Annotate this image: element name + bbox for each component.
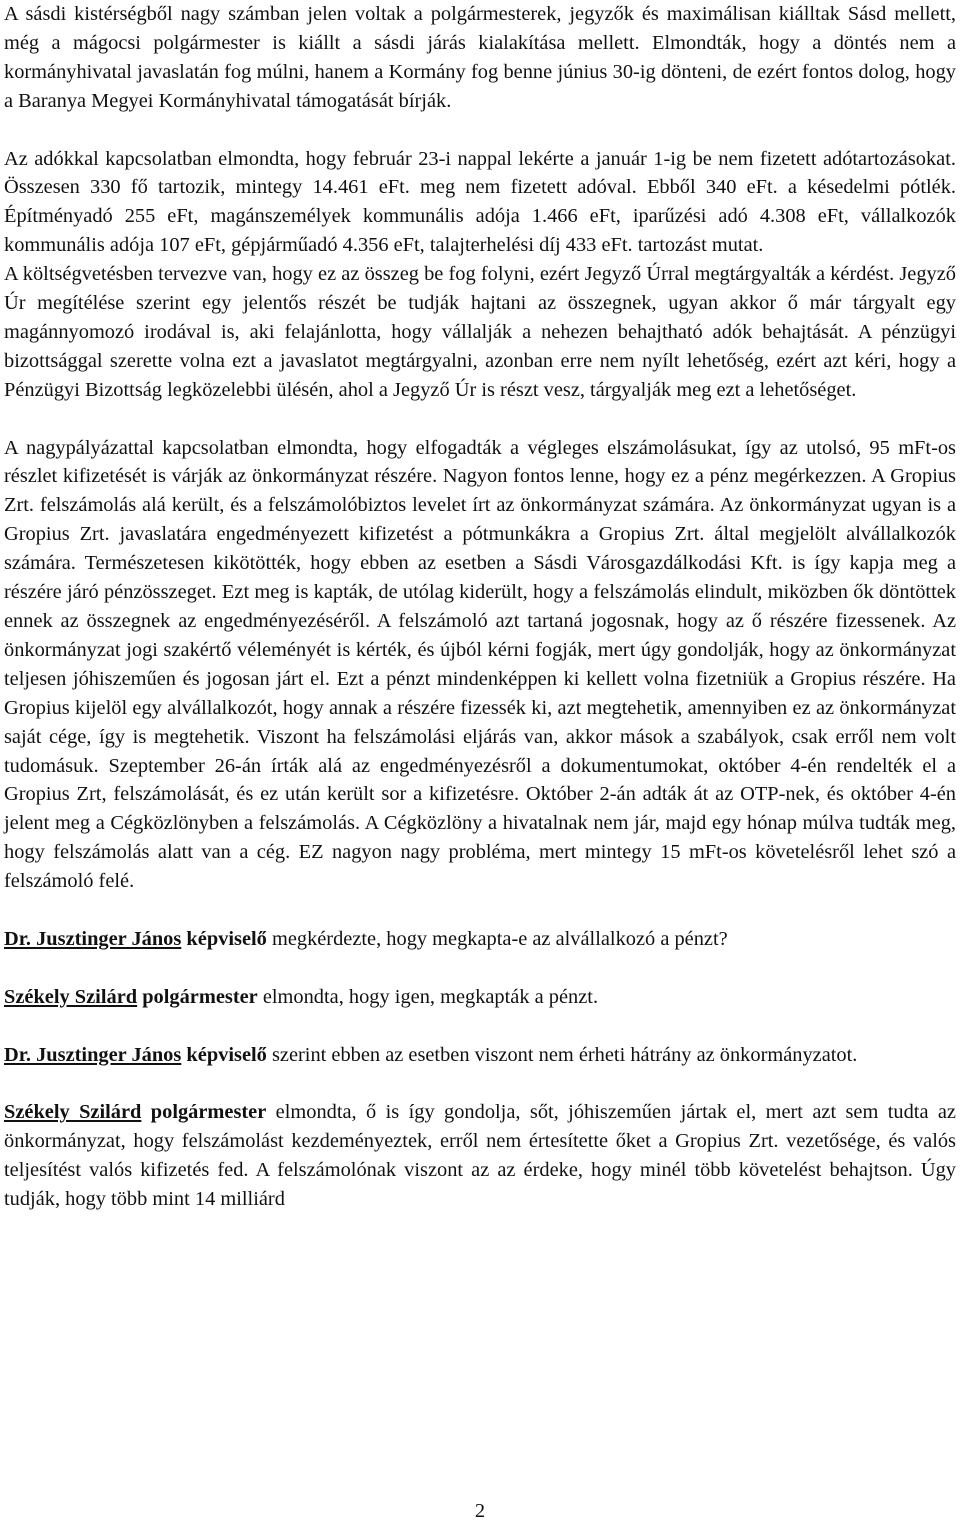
exchange-text: szerint ebben az esetben viszont nem érheti hátrány az önkormányzatot. [266, 1043, 858, 1066]
exchange-paragraph [4, 1098, 956, 1214]
exchange-text: elmondta, hogy igen, megkapták a pénzt. [257, 985, 599, 1008]
paragraph-adok: Az adókkal kapcsolatban elmondta, hogy február 23-i nappal lekérte a január 1-ig be nem fizetett adótartozásokat. Összesen 330 fő tartozik, mintegy 14.461 eFt. meg nem fizetett adóval. Ebből 340 eFt. a késedelmi pótlék. Építményadó 255 eFt, magánszemélyek kommunális adója 1.466 eFt, iparűzési adó 4.308 eFt, vállalkozók kommunális adója 107 eFt, gépjárműadó 4.356 eFt, talajterhelési díj 433 eFt. tartozást mutat. [4, 147, 956, 257]
speaker-role: képviselő [186, 927, 267, 950]
exchange-paragraph [4, 925, 956, 954]
paragraph-nagypalyazat: A nagypályázattal kapcsolatban elmondta, hogy elfogadták a végleges elszámolásukat, így az utolsó, 95 mFt-os részlet kifizetését is várják az önkormányzat részére. Nagyon fontos lenne, hogy ez a pénz megérkezzen. A Gropius Zrt. felszámolás alá került, és a felszámolóbiztos levelet írt az önkormányzat számára. Az önkormányzat ugyan is a Gropius Zrt. javaslatára engedményezett kifizetést a pótmunkákra a Gropius Zrt. által megjelölt alvállalkozók számára. Természetesen kikötötték, hogy ebben az esetben a Sásdi Városgazdálkodási Kft. is így kapja meg a részére járó pénzösszeget. Ezt meg is kapták, de utólag kiderült, hogy a felszámolás elindult, miközben ők döntöttek ennek az összegnek az engedményezéséről. A felszámoló azt tartaná jogosnak, hogy az ő részére fizessenek. Az önkormányzat jogi szakértő véleményét is kérték, és újból kérni fogják, mert úgy gondolják, hogy az önkormányzat teljesen jóhiszeműen és jogosan járt el. Ezt a pénzt mindenképpen ki kellett volna fizetniük a Gropius részére. Ha Gropius kijelöl egy alvállalkozót, hogy annak a részére fizessék ki, azt megtehetik, amennyiben ez az önkormányzat saját cége, így is megtehetik. Viszont ha felszámolási eljárás van, akkor mások a szabályok, csak erről nem volt tudomásuk. Szeptember 26-án írták alá az engedményezésről a dokumentumokat, október 4-én rendelték el a Gropius Zrt, felszámolását, és ez után került sor a kifizetésre. Október 2-án adták át az OTP-nek, és október 4-én jelent meg a Cégközlönyben a felszámolás. A Cégközlöny a hivatalnak nem jár, majd egy hónap múlva tudták meg, hogy felszámolás alatt van a cég. EZ nagyon nagy probléma, mert mintegy 15 mFt-os követelésről lehet szó a felszámoló felé. [4, 436, 956, 893]
speaker-role: polgármester [142, 985, 258, 1008]
exchange-text: megkérdezte, hogy megkapta-e az alvállalkozó a pénzt? [266, 927, 728, 950]
paragraph-koltsegvetes: A költségvetésben tervezve van, hogy ez az összeg be fog folyni, ezért Jegyző Úrral megtárgyalták a kérdést. Jegyző Úr megítélése szerint egy jelentős részét be tudják hajtani az összegnek, ugyan akkor ő már tárgyalt egy magánnyomozó irodával is, aki felajánlotta, hogy vállalják a nehezen behajtható adók behajtását. A pénzügyi bizottsággal szerette volna ezt a javaslatot megtárgyalni, azonban erre nem nyílt lehetőség, ezért azt kéri, hogy a Pénzügyi Bizottság legközelebbi ülésén, ahol a Jegyző Úr is részt vesz, tárgyalják meg ezt a lehetőséget. [4, 263, 956, 401]
speaker-role: polgármester [150, 1101, 267, 1124]
speaker-name: Székely Szilárd [4, 1101, 142, 1124]
speaker-name: Dr. Jusztinger János [4, 927, 182, 950]
document-page [4, 0, 956, 1214]
exchange-text: elmondta, ő is így gondolja, sőt, jóhiszeműen jártak el, mert azt sem tudta az önkormányzat, hogy felszámolást kezdeményeztek, erről nem értesítette őket a Gropius Zrt. vezetősége, és valós teljesítést valós kifizetés fed. A felszámolónak viszont az az érdeke, hogy minél több követelést behajtson. Úgy tudják, hogy több mint 14 milliárd [4, 1101, 956, 1211]
speaker-name: Dr. Jusztinger János [4, 1043, 182, 1066]
paragraph-kisterseg: A sásdi kistérségből nagy számban jelen voltak a polgármesterek, jegyzők és maximálisan kiálltak Sásd mellett, még a mágocsi polgármester is kiállt a sásdi járás kialakítása mellett. Elmondták, hogy a döntés nem a kormányhivatal javaslatán fog múlni, hanem a Kormány fog benne június 30-ig dönteni, de ezért fontos dolog, hogy a Baranya Megyei Kormányhivatal támogatását bírják. [4, 3, 956, 112]
page-number: 2 [474, 1500, 486, 1522]
exchange-paragraph [4, 1041, 956, 1070]
speaker-role: képviselő [186, 1043, 267, 1066]
exchange-paragraph [4, 983, 956, 1012]
speaker-name: Székely Szilárd [4, 985, 138, 1008]
